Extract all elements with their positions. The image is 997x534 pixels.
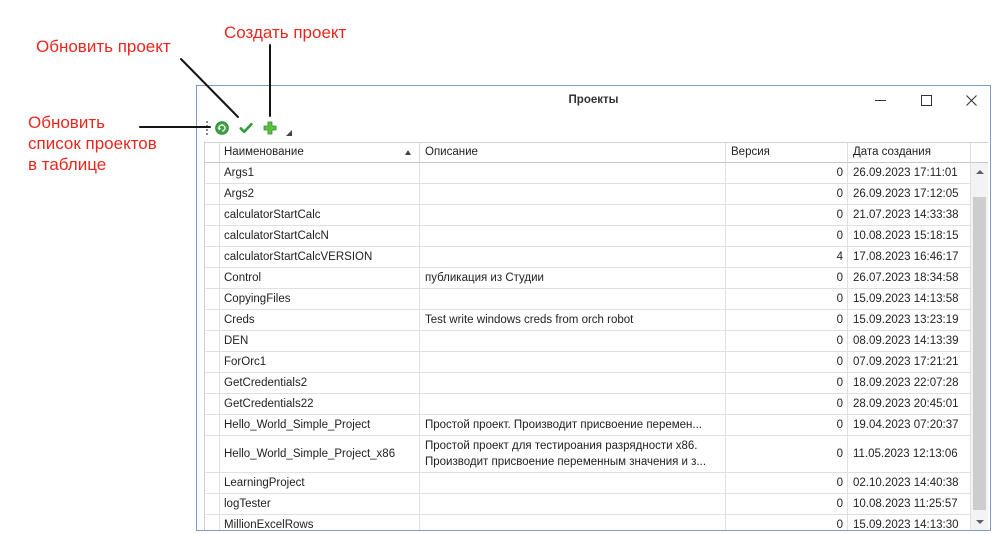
version-cell[interactable]: 0 xyxy=(726,310,848,331)
table-row[interactable] xyxy=(204,515,971,530)
version-cell[interactable]: 0 xyxy=(726,494,848,515)
description-cell[interactable] xyxy=(420,331,726,352)
row-header-cell[interactable] xyxy=(204,352,220,373)
column-header-version[interactable] xyxy=(726,143,848,163)
description-cell[interactable] xyxy=(420,247,726,268)
minimize-icon xyxy=(875,95,886,106)
project-name-cell[interactable]: Creds xyxy=(220,310,420,331)
description-line: Производит присвоение переменным значения и з... xyxy=(425,456,707,468)
annotation-create-project: Создать проект xyxy=(224,23,347,42)
table-row[interactable] xyxy=(204,205,971,226)
row-header-cell[interactable] xyxy=(204,331,220,352)
description-line: Test write windows creds from orch robot xyxy=(425,314,634,326)
created-date-cell[interactable]: 08.09.2023 14:13:39 xyxy=(848,331,971,352)
table-row[interactable] xyxy=(204,331,971,352)
version-cell[interactable]: 0 xyxy=(726,373,848,394)
check-icon xyxy=(239,121,253,135)
description-line: публикация из Студии xyxy=(425,272,544,284)
created-date-cell[interactable]: 07.09.2023 17:21:21 xyxy=(848,352,971,373)
version-cell[interactable]: 0 xyxy=(726,205,848,226)
table-row[interactable] xyxy=(204,494,971,515)
row-header-cell[interactable] xyxy=(204,310,220,331)
created-date-cell[interactable]: 10.08.2023 11:25:57 xyxy=(848,494,971,515)
created-date-cell[interactable]: 21.07.2023 14:33:38 xyxy=(848,205,971,226)
maximize-button[interactable] xyxy=(911,86,941,115)
project-name-cell[interactable]: ForOrc1 xyxy=(220,352,420,373)
project-name-cell[interactable]: LearningProject xyxy=(220,473,420,494)
created-date-cell[interactable]: 28.09.2023 20:45:01 xyxy=(848,394,971,415)
grid-header-row xyxy=(204,142,988,163)
toolbar-overflow-button[interactable] xyxy=(286,130,292,136)
header-filler xyxy=(971,143,988,163)
created-date-cell[interactable]: 15.09.2023 14:13:58 xyxy=(848,289,971,310)
project-name-cell[interactable]: MillionExcelRows xyxy=(220,515,420,530)
minimize-button[interactable] xyxy=(865,86,895,115)
created-date-cell[interactable]: 15.09.2023 13:23:19 xyxy=(848,310,971,331)
table-row[interactable] xyxy=(204,163,971,184)
row-header-cell[interactable] xyxy=(204,268,220,289)
project-name-cell[interactable]: Control xyxy=(220,268,420,289)
scroll-up-button[interactable] xyxy=(971,163,988,180)
annotation-refresh-line: в таблице xyxy=(28,155,107,174)
description-cell[interactable] xyxy=(420,494,726,515)
row-header-cell[interactable] xyxy=(204,515,220,530)
row-header-cell[interactable] xyxy=(204,247,220,268)
version-cell[interactable]: 0 xyxy=(726,473,848,494)
window-title: Проекты xyxy=(568,94,619,106)
version-cell[interactable]: 0 xyxy=(726,515,848,530)
vertical-scrollbar[interactable] xyxy=(971,163,988,530)
scroll-down-button[interactable] xyxy=(971,513,988,530)
column-header-label: Наименование xyxy=(224,146,304,158)
description-cell[interactable] xyxy=(420,415,726,436)
table-row[interactable] xyxy=(204,268,971,289)
created-date-cell[interactable]: 26.09.2023 17:12:05 xyxy=(848,184,971,205)
version-cell[interactable]: 0 xyxy=(726,226,848,247)
sort-ascending-icon xyxy=(405,150,411,155)
refresh-icon xyxy=(215,121,229,135)
table-row[interactable] xyxy=(204,289,971,310)
close-icon xyxy=(966,95,977,106)
project-name-cell[interactable]: DEN xyxy=(220,331,420,352)
version-cell[interactable]: 0 xyxy=(726,436,848,473)
create-project-button[interactable] xyxy=(260,118,280,138)
scroll-up-icon xyxy=(976,170,984,174)
version-cell[interactable]: 0 xyxy=(726,331,848,352)
version-cell[interactable]: 0 xyxy=(726,352,848,373)
created-date-cell[interactable]: 15.09.2023 14:13:30 xyxy=(848,515,971,530)
created-date-cell[interactable]: 18.09.2023 22:07:28 xyxy=(848,373,971,394)
project-name-cell[interactable]: calculatorStartCalcVERSION xyxy=(220,247,420,268)
title-bar[interactable] xyxy=(197,86,990,115)
description-cell[interactable] xyxy=(420,310,726,331)
table-row[interactable] xyxy=(204,247,971,268)
description-cell[interactable] xyxy=(420,515,726,530)
description-cell[interactable] xyxy=(420,373,726,394)
description-cell[interactable] xyxy=(420,268,726,289)
description-cell[interactable] xyxy=(420,394,726,415)
description-line: Простой проект. Производит присвоение перемен... xyxy=(425,419,702,431)
description-cell[interactable] xyxy=(420,289,726,310)
column-header-label: Дата создания xyxy=(853,146,931,158)
row-header-cell[interactable] xyxy=(204,184,220,205)
column-header-label: Версия xyxy=(731,146,770,158)
project-name-cell[interactable]: Hello_World_Simple_Project_x86 xyxy=(220,436,420,473)
version-cell[interactable]: 0 xyxy=(726,184,848,205)
plus-icon xyxy=(263,121,277,135)
projects-window xyxy=(196,85,991,531)
row-header-cell[interactable] xyxy=(204,436,220,473)
row-header-cell[interactable] xyxy=(204,226,220,247)
version-cell[interactable]: 0 xyxy=(726,289,848,310)
created-date-cell[interactable]: 10.08.2023 15:18:15 xyxy=(848,226,971,247)
row-header-cell[interactable] xyxy=(204,494,220,515)
scroll-down-icon xyxy=(976,520,984,524)
grid-body xyxy=(204,163,971,530)
scroll-thumb[interactable] xyxy=(973,197,986,510)
column-header-label: Описание xyxy=(425,146,478,158)
column-header-created[interactable] xyxy=(848,143,971,163)
project-name-cell[interactable]: calculatorStartCalc xyxy=(220,205,420,226)
project-name-cell[interactable]: Args2 xyxy=(220,184,420,205)
update-project-button[interactable] xyxy=(236,118,256,138)
annotation-update-project: Обновить проект xyxy=(36,37,171,56)
row-header-cell[interactable] xyxy=(204,163,220,184)
annotation-refresh-list xyxy=(28,112,157,175)
annotation-refresh-line: список проектов xyxy=(28,134,157,153)
version-cell[interactable]: 0 xyxy=(726,163,848,184)
row-header-cell[interactable] xyxy=(204,289,220,310)
projects-grid xyxy=(204,142,988,530)
table-row[interactable] xyxy=(204,184,971,205)
refresh-list-button[interactable] xyxy=(212,118,232,138)
created-date-cell[interactable]: 26.07.2023 18:34:58 xyxy=(848,268,971,289)
description-cell[interactable] xyxy=(420,163,726,184)
toolbar-grip[interactable] xyxy=(206,121,208,135)
annotation-refresh-line: Обновить xyxy=(28,113,105,132)
created-date-cell[interactable]: 02.10.2023 14:40:38 xyxy=(848,473,971,494)
description-cell[interactable] xyxy=(420,473,726,494)
header-corner-cell[interactable] xyxy=(204,143,220,163)
table-row[interactable] xyxy=(204,394,971,415)
table-row[interactable] xyxy=(204,436,971,473)
description-cell[interactable] xyxy=(420,184,726,205)
row-header-cell[interactable] xyxy=(204,394,220,415)
table-row[interactable] xyxy=(204,415,971,436)
project-name-cell[interactable]: calculatorStartCalcN xyxy=(220,226,420,247)
project-name-cell[interactable]: logTester xyxy=(220,494,420,515)
project-name-cell[interactable]: CopyingFiles xyxy=(220,289,420,310)
description-line: Простой проект для тестироания разрядности x86. xyxy=(425,440,698,452)
version-cell[interactable]: 4 xyxy=(726,247,848,268)
row-header-cell[interactable] xyxy=(204,373,220,394)
toolbar xyxy=(205,118,305,138)
table-row[interactable] xyxy=(204,310,971,331)
description-cell[interactable] xyxy=(420,226,726,247)
table-row[interactable] xyxy=(204,373,971,394)
table-row[interactable] xyxy=(204,352,971,373)
maximize-icon xyxy=(921,95,932,106)
description-cell[interactable] xyxy=(420,352,726,373)
project-name-cell[interactable]: GetCredentials2 xyxy=(220,373,420,394)
table-row[interactable] xyxy=(204,226,971,247)
row-header-cell[interactable] xyxy=(204,205,220,226)
created-date-cell[interactable]: 19.04.2023 07:20:37 xyxy=(848,415,971,436)
table-row[interactable] xyxy=(204,473,971,494)
row-header-cell[interactable] xyxy=(204,473,220,494)
created-date-cell[interactable]: 26.09.2023 17:11:01 xyxy=(848,163,971,184)
version-cell[interactable]: 0 xyxy=(726,394,848,415)
version-cell[interactable]: 0 xyxy=(726,415,848,436)
version-cell[interactable]: 0 xyxy=(726,268,848,289)
project-name-cell[interactable]: GetCredentials22 xyxy=(220,394,420,415)
project-name-cell[interactable]: Args1 xyxy=(220,163,420,184)
column-header-name[interactable] xyxy=(220,143,420,163)
description-cell[interactable] xyxy=(420,205,726,226)
project-name-cell[interactable]: Hello_World_Simple_Project xyxy=(220,415,420,436)
overflow-triangle-icon xyxy=(286,130,292,136)
created-date-cell[interactable]: 17.08.2023 16:46:17 xyxy=(848,247,971,268)
close-button[interactable] xyxy=(956,86,986,115)
row-header-cell[interactable] xyxy=(204,415,220,436)
created-date-cell[interactable]: 11.05.2023 12:13:06 xyxy=(848,436,971,473)
column-header-description[interactable] xyxy=(420,143,726,163)
description-cell[interactable] xyxy=(420,436,726,473)
